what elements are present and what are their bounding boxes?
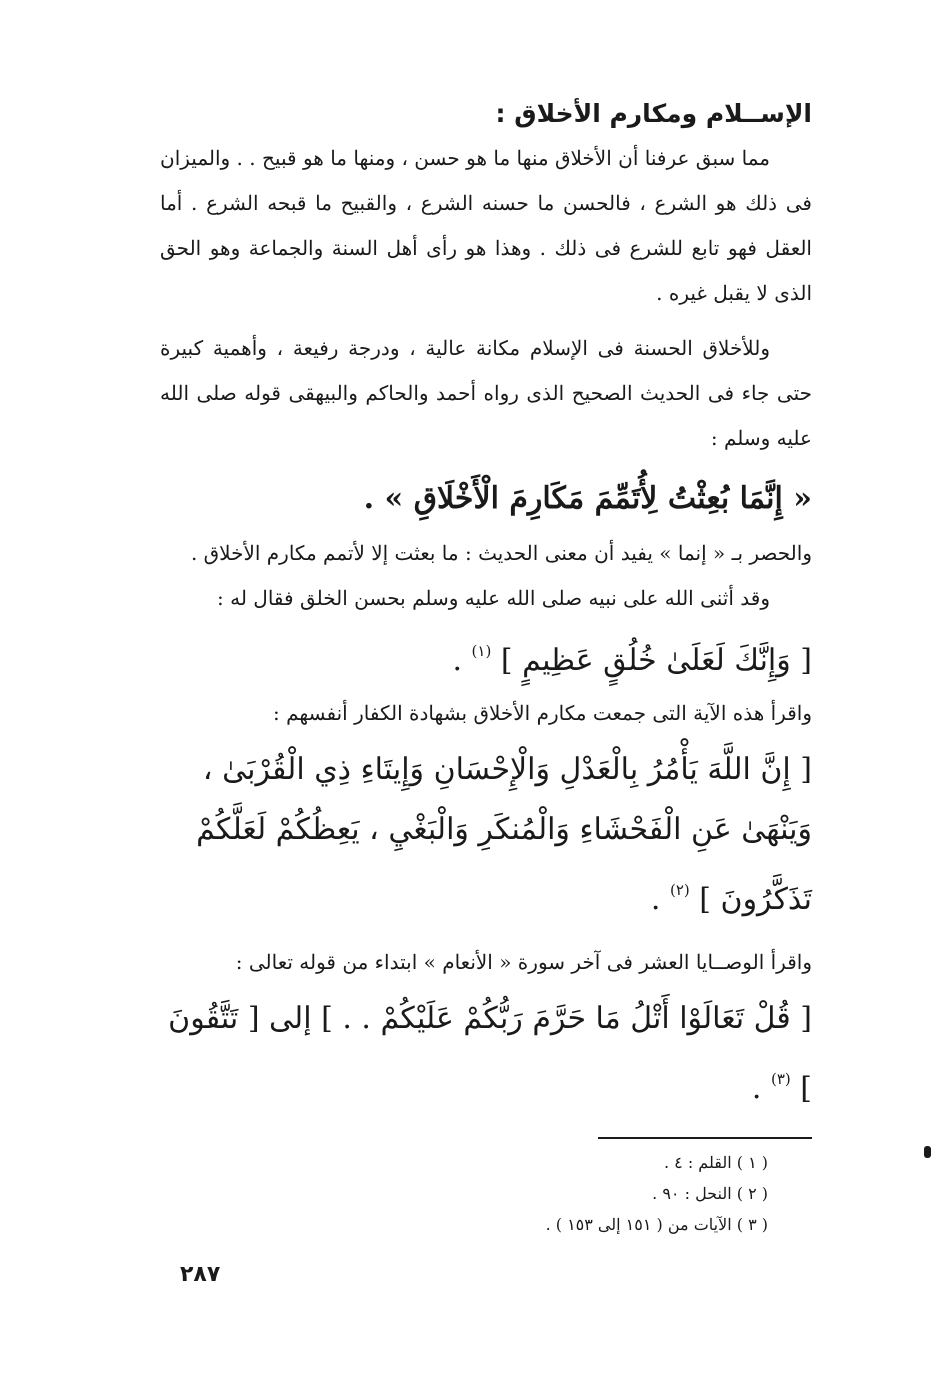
- margin-ink-mark: [924, 1146, 931, 1158]
- footnote-2: ( ٢ ) النحل : ٩٠ .: [652, 1184, 768, 1203]
- verse-3-footnote-ref: (٣): [770, 1070, 791, 1088]
- paragraph-restriction: والحصر بـ « إنما » يفيد أن معنى الحديث : ما بعثت إلا لأتمم مكارم الأخلاق .: [190, 541, 812, 565]
- page-number: ٢٨٧: [180, 1262, 221, 1287]
- paragraph-importance: وللأخلاق الحسنة فى الإسلام مكانة عالية ، ودرجة رفيعة ، وأهمية كبيرة حتى جاء فى الحديث الصحيح الذى رواه أحمد والحاكم والبيهقى قوله صلى الله عليه وسلم :: [160, 336, 812, 450]
- book-page: [160, 92, 812, 1352]
- footnote-3: ( ٣ ) الآيات من ( ١٥١ إلى ١٥٣ ) .: [545, 1215, 768, 1234]
- hadith-quote: « إِنَّمَا بُعِثْتُ لِأُتَمِّمَ مَكَارِمَ الْأَخْلَاقِ » .: [363, 481, 812, 516]
- paragraph-ten-commandments: واقرأ الوصــايا العشر فى آخر سورة « الأنعام » ابتداء من قوله تعالى :: [235, 950, 812, 974]
- verse-3-text: [ قُلْ تَعَالَوْا أَتْلُ مَا حَرَّمَ رَبُّكُمْ عَلَيْكُمْ . . ] إلى [ تَتَّقُونَ ]: [168, 1001, 812, 1106]
- paragraph-praise: وقد أثنى الله على نبيه صلى الله عليه وسلم بحسن الخلق فقال له :: [217, 586, 770, 610]
- quran-verse-1: [160, 621, 812, 691]
- quran-verse-3: [160, 989, 812, 1119]
- quran-verse-2: [160, 740, 812, 930]
- footnote-divider: [598, 1137, 812, 1139]
- verse-1-text: [ وَإِنَّكَ لَعَلَىٰ خُلُقٍ عَظِيمٍ ]: [500, 643, 812, 678]
- verse-2-text: [ إِنَّ اللَّهَ يَأْمُرُ بِالْعَدْلِ وَالْإِحْسَانِ وَإِيتَاءِ ذِي الْقُرْبَىٰ ، وَيَنْهَىٰ عَنِ الْفَحْشَاءِ وَالْمُنكَرِ وَالْبَغْيِ ، يَعِظُكُمْ لَعَلَّكُمْ تَذَكَّرُونَ ]: [196, 752, 812, 917]
- paragraph-read-verse: واقرأ هذه الآية التى جمعت مكارم الأخلاق بشهادة الكفار أنفسهم :: [273, 701, 812, 725]
- verse-2-footnote-ref: (٢): [669, 881, 690, 899]
- verse-3-end: .: [751, 1071, 762, 1106]
- section-heading: الإســلام ومكارم الأخلاق :: [495, 99, 812, 128]
- footnote-1: ( ١ ) القلم : ٤ .: [663, 1153, 768, 1172]
- verse-1-end: .: [452, 643, 462, 678]
- paragraph-intro: مما سبق عرفنا أن الأخلاق منها ما هو حسن ، ومنها ما هو قبيح . . والميزان فى ذلك هو الشرع ، فالحسن ما حسنه الشرع ، والقبيح ما قبحه الشرع . أما العقل فهو تابع للشرع فى ذلك . وهذا هو رأى أهل السنة والجماعة وهو الحق الذى لا يقبل غيره .: [160, 146, 812, 305]
- verse-1-footnote-ref: (١): [471, 642, 492, 660]
- verse-2-end: .: [650, 882, 661, 917]
